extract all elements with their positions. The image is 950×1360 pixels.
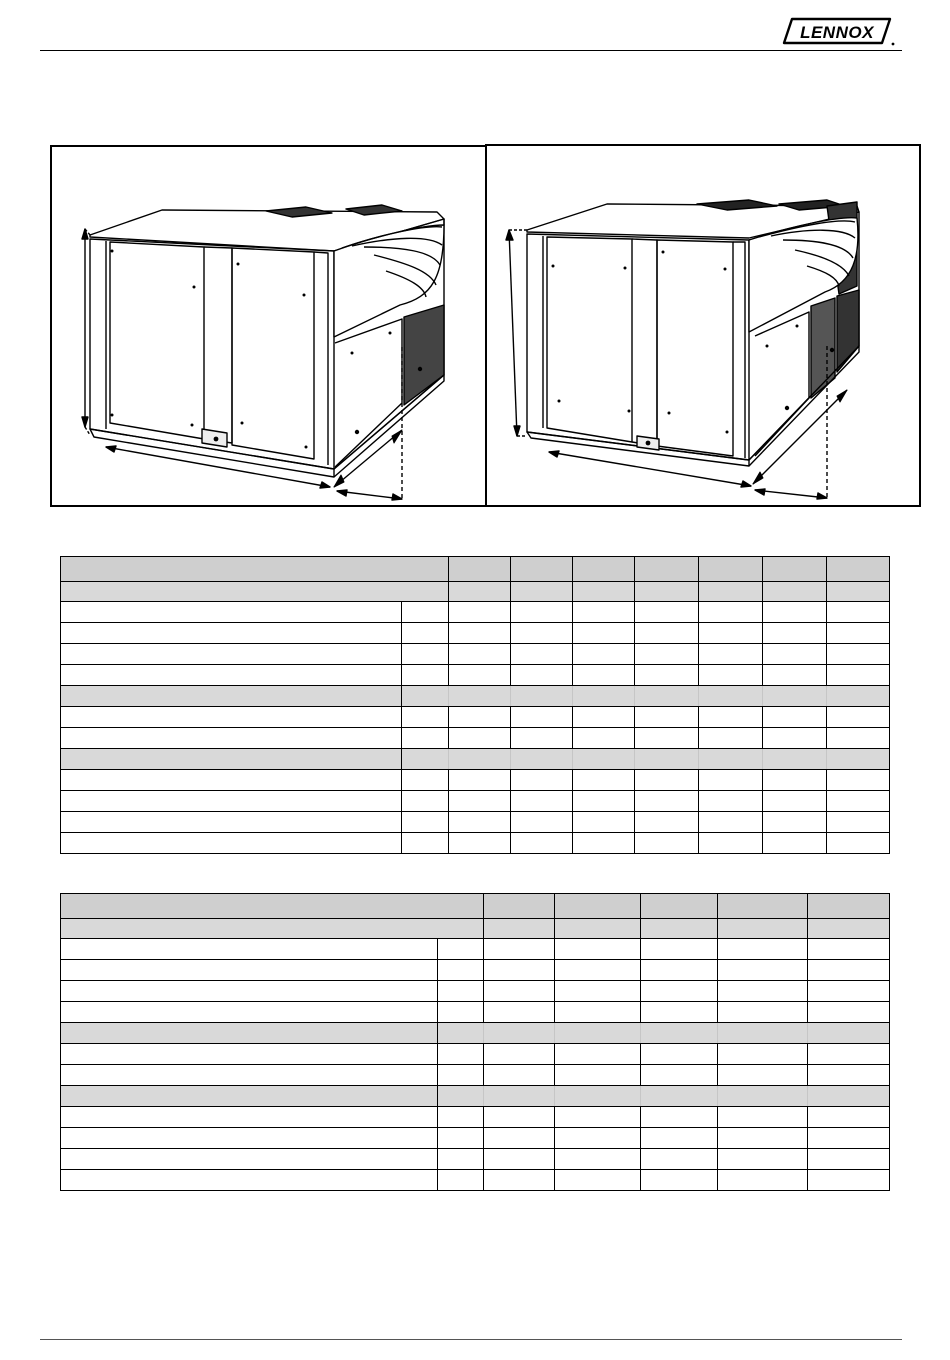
table-row (61, 1170, 890, 1191)
table-section-row (61, 749, 890, 770)
table-row (61, 960, 890, 981)
table-row (61, 1002, 890, 1023)
table-subheader-row (61, 919, 890, 939)
table-section-row (61, 1086, 890, 1107)
dimensions-table-2 (60, 893, 890, 1191)
table-row (61, 602, 890, 623)
footer-rule (40, 1339, 902, 1340)
table-row (61, 1128, 890, 1149)
table-section-row (61, 1023, 890, 1044)
figure-rooftop-unit-large (485, 144, 921, 507)
table-subheader-row (61, 582, 890, 602)
table-row (61, 833, 890, 854)
header-rule (40, 50, 902, 51)
table-row (61, 981, 890, 1002)
table-row (61, 770, 890, 791)
table-header-row (61, 894, 890, 919)
table-row (61, 1065, 890, 1086)
table-row (61, 728, 890, 749)
table-row (61, 644, 890, 665)
rooftop-unit-small-drawing (52, 147, 485, 505)
table-row (61, 1107, 890, 1128)
rooftop-unit-large-drawing (487, 146, 919, 505)
table-row (61, 791, 890, 812)
lennox-logo (778, 14, 898, 48)
table-header-row (61, 557, 890, 582)
table-row (61, 1149, 890, 1170)
table-row (61, 665, 890, 686)
svg-text:LENNOX: LENNOX (800, 23, 874, 42)
table-row (61, 812, 890, 833)
figure-rooftop-unit-small (50, 145, 487, 507)
table-row (61, 707, 890, 728)
table-row (61, 939, 890, 960)
table-row (61, 1044, 890, 1065)
table-section-row (61, 686, 890, 707)
table-row (61, 623, 890, 644)
dimensions-table-1 (60, 556, 890, 854)
